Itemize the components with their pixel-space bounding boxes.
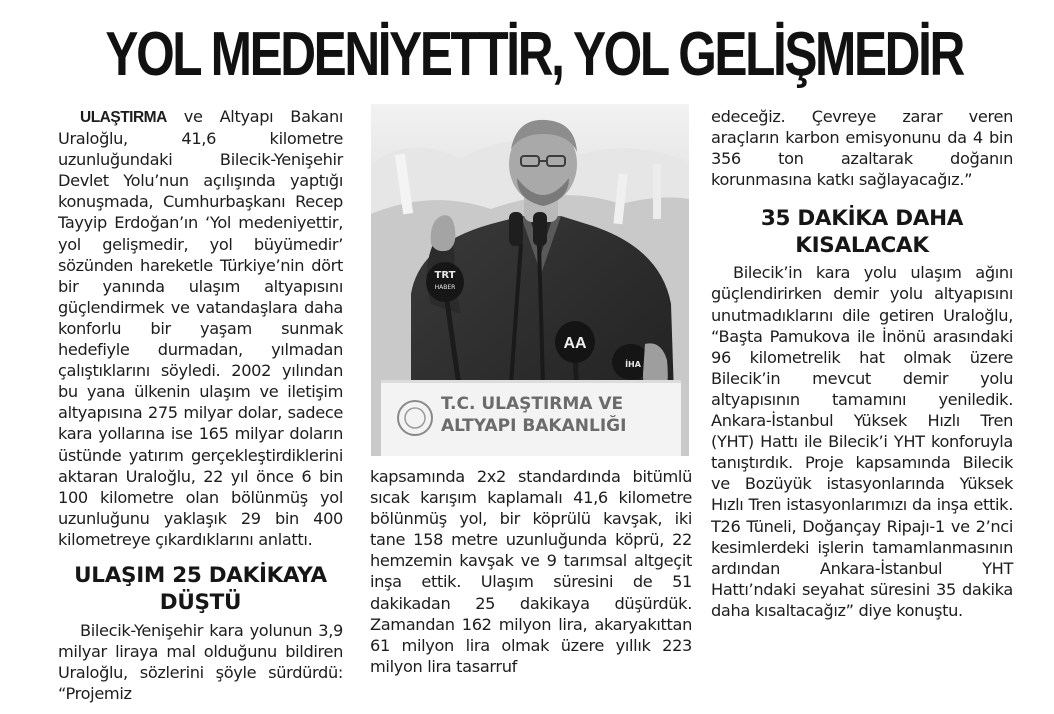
article-column-2 [370, 466, 692, 677]
podium-text-line2: ALTYAPI BAKANLIĞI [441, 416, 627, 436]
article-column-1 [58, 106, 343, 704]
paragraph-intro [58, 106, 343, 550]
subheading-dakika: 35 DAKİKA DAHA KISALACAK [760, 206, 964, 259]
mic-aa-label: AA [563, 335, 587, 352]
subheading-ulasim: ULAŞIM 25 DAKİKAYA DÜŞTÜ [74, 562, 327, 615]
paragraph-project: kapsamında 2x2 standardında bitümlü sıcak karışım kaplamalı 41,6 kilometre bölünmüş yol, bir köprülü kavşak, iki tane 158 metre uzunluğunda köprü, 22 hemzemin kavşak ve 9 tarımsal altgeçit inşa ettik. Ulaşım süresini de 51 dakikadan 25 dakikaya düşürdük. Zamandan 162 milyon lira, akaryakıttan 61 milyon lira olmak üzere yıllık 223 milyon lira tasarruf [370, 467, 692, 676]
paragraph-emission: edeceğiz. Çevreye zarar veren araçların karbon emisyonunu da 4 bin 356 ton azaltarak doğanın korunmasına katkı sağlayacağız.” [711, 107, 1013, 190]
podium-text-line1: T.C. ULAŞTIRMA VE [441, 394, 624, 414]
photo-minister-speaking [371, 104, 689, 456]
lead-word: ULAŞTIRMA [80, 109, 167, 126]
article-column-3 [711, 106, 1013, 621]
article-headline: YOL MEDENİYETTİR, YOL GELİŞMEDİR [105, 20, 963, 89]
mic-trt-sub: HABER [434, 284, 456, 291]
paragraph-cost: Bilecik-Yenişehir kara yolunun 3,9 milyar liraya mal olduğunu bildiren Uraloğlu, sözlerini şöyle sürdürdü: “Projemiz [58, 620, 343, 704]
paragraph-intro-text: ve Altyapı Bakanı Uraloğlu, 41,6 kilometre uzunluğundaki Bilecik-Yenişehir Devlet Yolu’nun açılışında yaptığı konuşmada, Cumhurbaşkanı Recep Tayyip Erdoğan’ın ‘Yol medeniyettir, yol gelişmedir, yol büyümedir’ sözünden hareketle Türkiye’nin dört bir yanında ulaşım altyapısını güçlendirmek ve vatandaşlara daha konforlu bir yaşam sunmak hedefiyle durmadan, yılmadan çalıştıklarını söyledi. 2002 yılından bu yana ülkenin ulaşım ve iletişim altyapısına 275 milyar dolar, sadece kara yollarına ise 165 milyar doların üstünde yatırım gerçekleştirdiklerini aktaran Uraloğlu, 22 yıl önce 6 bin 100 kilometre olan bölünmüş yol uzunluğunu yaklaşık 29 bin 400 kilometreye çıkardıklarını anlattı. [58, 107, 343, 549]
mic-iha-label: İHA [625, 360, 641, 369]
paragraph-railway: Bilecik’in kara yolu ulaşım ağını güçlendirirken demir yolu altyapısını unutmadıklarını dile getiren Uraloğlu, “Başta Pamukova ile İnönü arasındaki 96 kilometrelik hat olmak üzere Bilecik’in mevcut demir yolu altyapısının tamamını yeniledik. Ankara-İstanbul Yüksek Hızlı Tren (YHT) Hattı ile Bilecik’i YHT konforuyla tanıştırdık. Proje kapsamında Bilecik ve Bozüyük istasyonlarında Yüksek Hızlı Tren istasyonlarımızı da inşa ettik. T26 Tüneli, Doğançay Ripajı-1 ve 2’nci kesimlerdeki işlerin tamamlanmasının ardından Ankara-İstanbul YHT Hattı’ndaki seyahat süresini 35 dakika daha kısaltacağız” diye konuştu. [711, 263, 1013, 620]
mic-trt-label: TRT [434, 270, 456, 281]
